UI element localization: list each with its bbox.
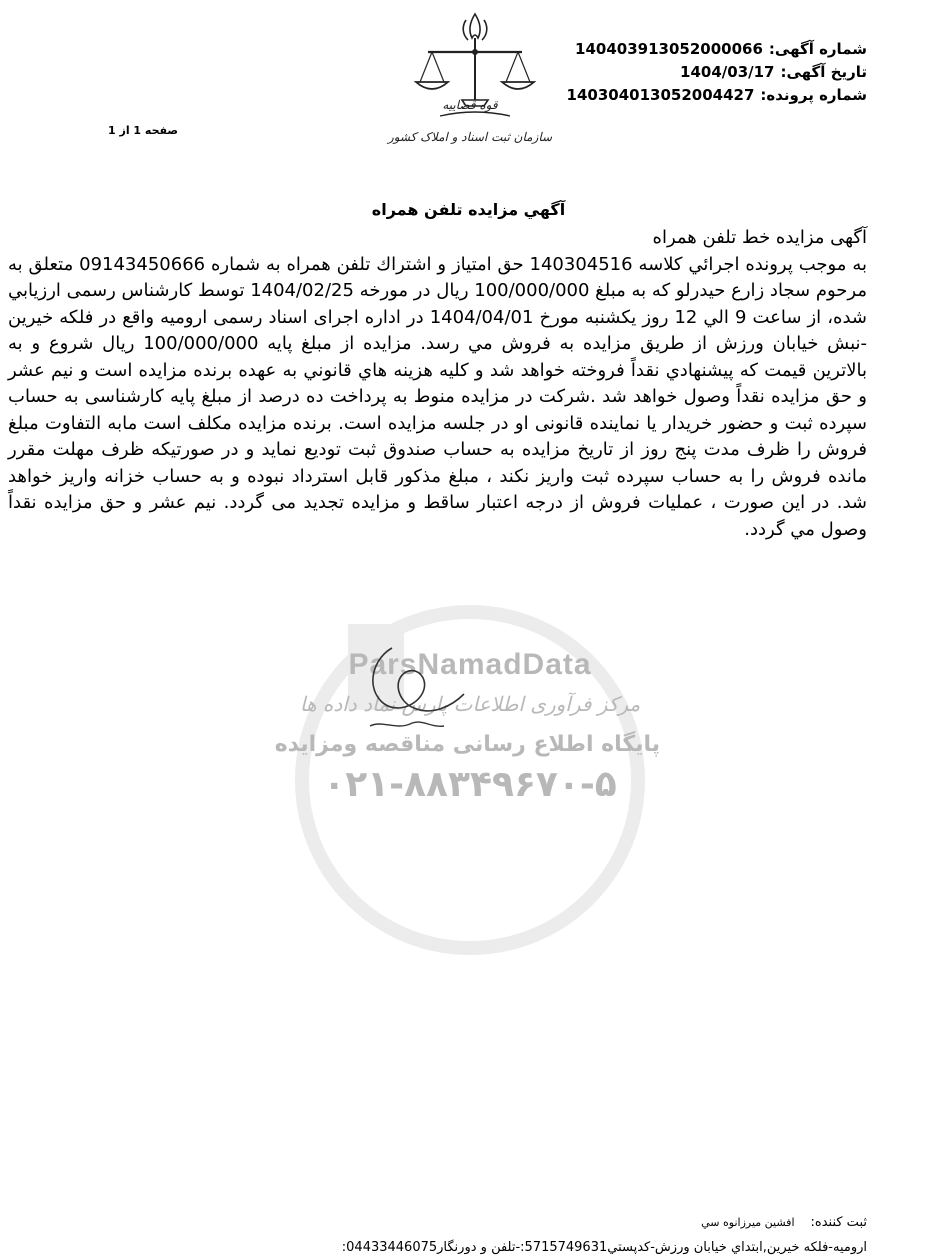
ad-date-label: تاریخ آگهی:	[780, 63, 867, 81]
watermark-line-1: مرکز فرآوری اطلاعات پارس نماد داده ها	[299, 692, 641, 716]
signature-icon	[352, 630, 472, 750]
ad-date-row	[567, 61, 867, 84]
ad-number-row	[567, 38, 867, 61]
watermark-phone: ۰۲۱-۸۸۳۴۹۶۷۰-۵	[323, 764, 617, 805]
watermark-brand: ParsNamadData	[348, 648, 592, 681]
registrar	[701, 1215, 867, 1230]
ad-meta	[567, 38, 867, 107]
ad-number-label: شماره آگهی:	[768, 40, 867, 58]
office-address: ارومیه-فلکه خیرین,ابتداي خیابان ورزش-کدپستي5715749631:-تلفن و دورنگار04433446075:	[341, 1240, 867, 1255]
notice-subject: آگهی مزایده خط تلفن همراه	[652, 227, 867, 248]
ad-date: 1404/03/17	[680, 63, 775, 81]
page-title: آگهي مزايده تلفن همراه	[371, 200, 566, 219]
organization-name	[380, 98, 560, 144]
organization-line-1: قوه قضاییه	[442, 98, 498, 112]
file-number-row	[567, 84, 867, 107]
file-number-label: شماره پرونده:	[760, 86, 867, 104]
notice-paragraph: به موجب پرونده اجرائي کلاسه 140304516 حق امتیاز و اشتراك تلفن همراه به شماره 09143450666 متعلق به مرحوم سجاد زارع حیدرلو که به مبلغ 100/000/000 ریال در مورخه 1404/02/25 توسط کارشناس رسمی ارزیابي شده، از ساعت 9 الي 12 روز یکشنبه مورخ 1404/04/01 در اداره اجرای اسناد رسمی ارومیه واقع در فلکه خیرین -نبش خیابان ورزش از طریق مزایده به فروش مي رسد. مزايده از مبلغ پايه 100/000/000 ريال شروع و به بالاترين قيمت كه پيشنهادي نقداً فروخته خواهد شد و كليه هزينه هاي قانوني به عهده برنده مزايده است و نيم عشر و حق مزايده نقداً وصول خواهد شد .شرکت در مزایده منوط به پرداخت ده درصد از مبلغ پایه کارشناسی به حساب سپرده ثبت و حضور خریدار یا نماینده قانونی او در جلسه مزایده است. برنده مزایده مکلف است مابه التفاوت مبلغ فروش را ظرف مدت پنج روز از تاریخ مزایده به حساب صندوق ثبت تودیع نماید و در صورتیکه ظرف مهلت مقرر مانده فروش را به حساب سپرده ثبت واریز نکند ، مبلغ مذکور قابل استرداد نبوده و به حساب خزانه واریز خواهد شد. در این صورت ، عملیات فروش از درجه اعتبار ساقط و مزایده تجدید می گردد. نیم عشر و حق مزايده نقداً وصول مي گردد.	[8, 253, 868, 540]
organization-line-2: سازمان ثبت اسناد و املاک کشور	[387, 130, 553, 144]
page-indicator: صفحه 1 از 1	[108, 124, 179, 137]
ad-number: 140403913052000066	[575, 40, 763, 58]
file-number: 140304013052004427	[566, 86, 755, 104]
watermark-line-2: پایگاه اطلاع رسانی مناقصه ومزایده	[274, 732, 660, 757]
notice-body	[8, 225, 867, 543]
registrar-label: ثبت کننده:	[810, 1215, 867, 1230]
registrar-name: افشین میرزانوه سي	[701, 1216, 795, 1229]
